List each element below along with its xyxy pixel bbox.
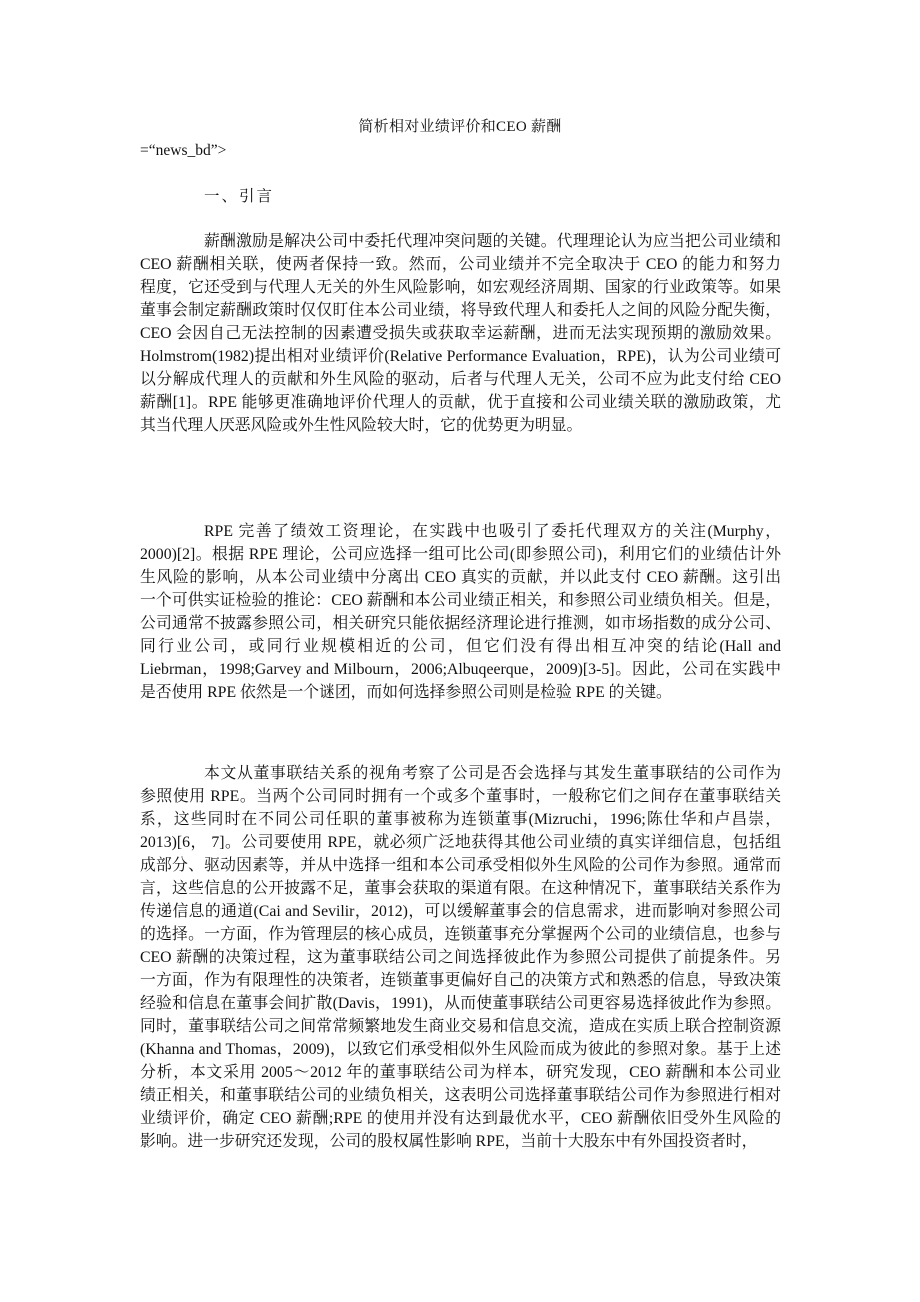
paragraph-2 [140, 520, 781, 704]
paragraph-3 [140, 762, 781, 1153]
section-heading-introduction: 一、引言 [204, 188, 275, 205]
paragraph-line: 2000)[2]。根据 RPE 理论，公司应选择一组可比公司(即参照公司)，利用它们的业绩估计外 [140, 546, 781, 563]
paragraph-line: 一方面，作为有限理性的决策者，连锁董事更偏好自己的决策方式和熟悉的信息，导致决策 [140, 972, 781, 989]
paragraph-line: 同行业公司，或同行业规模相近的公司，但它们没有得出相互冲突的结论(Hall and [140, 638, 781, 655]
paragraph-line: (Khanna and Thomas，2009)，以致它们承受相似外生风险而成为彼此的参照对象。基于上述 [140, 1041, 781, 1058]
paragraph-line: 成部分、驱动因素等，并从中选择一组和本公司承受相似外生风险的公司作为参照。通常而 [140, 857, 781, 874]
paragraph-line: Liebrman，1998;Garvey and Milbourn，2006;Albuqeerque，2009)[3-5]。因此，公司在实践中 [140, 661, 781, 678]
paragraph-line: 薪酬[1]。RPE 能够更准确地评价代理人的贡献，优于直接和公司业绩关联的激励政策，尤 [140, 394, 781, 411]
paragraph-line: 公司通常不披露参照公司，相关研究只能依据经济理论进行推测，如市场指数的成分公司、 [140, 615, 781, 632]
paragraph-line: 影响。进一步研究还发现，公司的股权属性影响 RPE，当前十大股东中有外国投资者时， [140, 1133, 758, 1150]
paragraph-line: 的选择。一方面，作为管理层的核心成员，连锁董事充分掌握两个公司的业绩信息，也参与 [140, 926, 781, 943]
paragraph-line: 业绩评价，确定 CEO 薪酬;RPE 的使用并没有达到最优水平，CEO 薪酬依旧受外生风险的 [140, 1110, 781, 1127]
paragraph-1 [140, 230, 781, 437]
stray-markup-text: =“news_bd”> [140, 142, 227, 159]
paragraph-line: RPE 完善了绩效工资理论，在实践中也吸引了委托代理双方的关注(Murphy， [204, 523, 781, 540]
document-title: 简析相对业绩评价和CEO 薪酬 [358, 119, 562, 135]
paragraph-line: 传递信息的通道(Cai and Sevilir，2012)，可以缓解董事会的信息需求，进而影响对参照公司 [140, 903, 781, 920]
paragraph-line: 生风险的影响，从本公司业绩中分离出 CEO 真实的贡献，并以此支付 CEO 薪酬。这引出 [140, 569, 781, 586]
paragraph-line: 其当代理人厌恶风险或外生性风险较大时，它的优势更为明显。 [140, 417, 583, 434]
paragraph-line: CEO 薪酬的决策过程，这为董事联结公司之间选择彼此作为参照公司提供了前提条件。另 [140, 949, 781, 966]
paragraph-line: 本文从董事联结关系的视角考察了公司是否会选择与其发生董事联结的公司作为 [204, 765, 781, 782]
paragraph-line: 薪酬激励是解决公司中委托代理冲突问题的关键。代理理论认为应当把公司业绩和 [204, 233, 781, 250]
paragraph-line: CEO 薪酬相关联，使两者保持一致。然而，公司业绩并不完全取决于 CEO 的能力和努力 [140, 256, 781, 273]
paragraph-line: 系，这些同时在不同公司任职的董事被称为连锁董事(Mizruchi，1996;陈仕华和卢昌崇， [140, 811, 781, 828]
paragraph-line: Holmstrom(1982)提出相对业绩评价(Relative Performance Evaluation，RPE)，认为公司业绩可 [140, 348, 781, 365]
paragraph-line: 2013)[6， 7]。公司要使用 RPE，就必须广泛地获得其他公司业绩的真实详细信息，包括组 [140, 834, 781, 851]
paragraph-line: 是否使用 RPE 依然是一个谜团，而如何选择参照公司则是检验 RPE 的关键。 [140, 684, 672, 701]
paragraph-line: 绩正相关，和董事联结公司的业绩负相关，这表明公司选择董事联结公司作为参照进行相对 [140, 1087, 781, 1104]
paragraph-line: 参照使用 RPE。当两个公司同时拥有一个或多个董事时，一般称它们之间存在董事联结关 [140, 788, 781, 805]
paragraph-line: CEO 会因自己无法控制的因素遭受损失或获取幸运薪酬，进而无法实现预期的激励效果。 [140, 325, 781, 342]
paragraph-line: 程度，它还受到与代理人无关的外生风险影响，如宏观经济周期、国家的行业政策等。如果 [140, 279, 781, 296]
paragraph-line: 分析，本文采用 2005～2012 年的董事联结公司为样本，研究发现，CEO 薪酬和本公司业 [140, 1064, 781, 1081]
paragraph-line: 经验和信息在董事会间扩散(Davis，1991)，从而使董事联结公司更容易选择彼此作为参照。 [140, 995, 781, 1012]
paragraph-line: 言，这些信息的公开披露不足，董事会获取的渠道有限。在这种情况下，董事联结关系作为 [140, 880, 781, 897]
paragraph-line: 一个可供实证检验的推论：CEO 薪酬和本公司业绩正相关，和参照公司业绩负相关。但是， [140, 592, 781, 609]
paragraph-line: 以分解成代理人的贡献和外生风险的驱动，后者与代理人无关，公司不应为此支付给 CEO [140, 371, 781, 388]
paragraph-line: 同时，董事联结公司之间常常频繁地发生商业交易和信息交流，造成在实质上联合控制资源 [140, 1018, 781, 1035]
paragraph-line: 董事会制定薪酬政策时仅仅盯住本公司业绩，将导致代理人和委托人之间的风险分配失衡， [140, 302, 781, 319]
